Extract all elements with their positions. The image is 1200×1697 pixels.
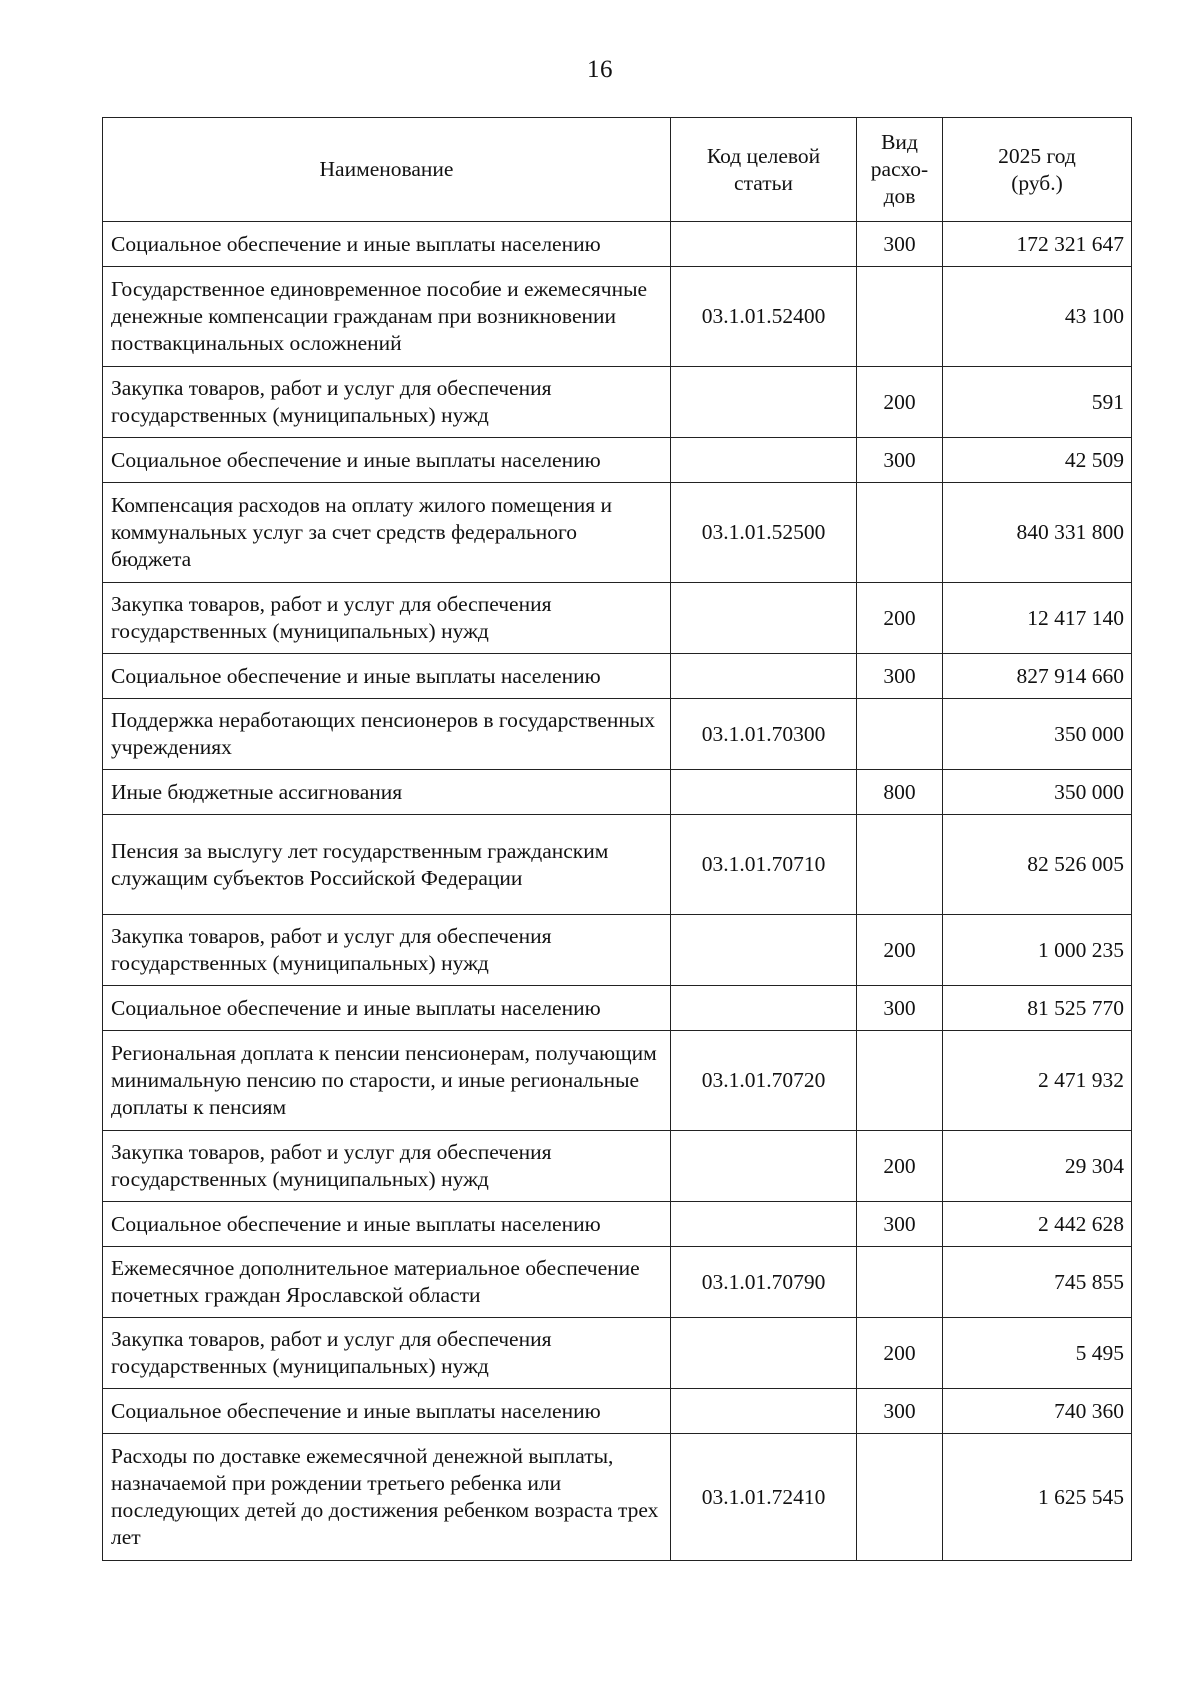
table-row xyxy=(103,815,1132,915)
table-row xyxy=(103,483,1132,583)
row-kind: 200 xyxy=(857,367,943,438)
row-code: 03.1.01.70720 xyxy=(671,1031,857,1131)
row-kind: 300 xyxy=(857,438,943,483)
row-sum: 745 855 xyxy=(943,1247,1132,1318)
row-name: Закупка товаров, работ и услуг для обеспечения государственных (муниципальных) нужд xyxy=(103,1318,671,1389)
row-name: Пенсия за выслугу лет государственным гражданским служащим субъектов Российской Федерации xyxy=(103,815,671,915)
row-kind xyxy=(857,699,943,770)
row-name: Закупка товаров, работ и услуг для обеспечения государственных (муниципальных) нужд xyxy=(103,915,671,986)
table-row xyxy=(103,222,1132,267)
table-row xyxy=(103,267,1132,367)
row-kind: 300 xyxy=(857,1202,943,1247)
row-sum: 740 360 xyxy=(943,1389,1132,1434)
row-sum: 29 304 xyxy=(943,1131,1132,1202)
page-number: 16 xyxy=(587,56,613,83)
row-sum: 591 xyxy=(943,367,1132,438)
row-sum: 840 331 800 xyxy=(943,483,1132,583)
row-kind: 300 xyxy=(857,986,943,1031)
row-kind: 200 xyxy=(857,1318,943,1389)
row-code xyxy=(671,222,857,267)
table-row xyxy=(103,770,1132,815)
row-name: Социальное обеспечение и иные выплаты населению xyxy=(103,438,671,483)
row-kind xyxy=(857,1031,943,1131)
row-kind xyxy=(857,483,943,583)
row-sum: 1 000 235 xyxy=(943,915,1132,986)
table-row xyxy=(103,699,1132,770)
row-kind: 200 xyxy=(857,915,943,986)
row-code xyxy=(671,438,857,483)
row-code xyxy=(671,1131,857,1202)
row-code xyxy=(671,654,857,699)
table-row xyxy=(103,1202,1132,1247)
row-sum: 82 526 005 xyxy=(943,815,1132,915)
row-code xyxy=(671,583,857,654)
row-kind: 200 xyxy=(857,1131,943,1202)
table-row xyxy=(103,583,1132,654)
row-code xyxy=(671,1202,857,1247)
table-row xyxy=(103,654,1132,699)
row-kind: 800 xyxy=(857,770,943,815)
row-name: Закупка товаров, работ и услуг для обеспечения государственных (муниципальных) нужд xyxy=(103,583,671,654)
row-name: Социальное обеспечение и иные выплаты населению xyxy=(103,1202,671,1247)
row-sum: 81 525 770 xyxy=(943,986,1132,1031)
row-code: 03.1.01.70710 xyxy=(671,815,857,915)
row-sum: 12 417 140 xyxy=(943,583,1132,654)
row-code xyxy=(671,986,857,1031)
row-sum: 350 000 xyxy=(943,770,1132,815)
row-code xyxy=(671,367,857,438)
row-sum: 350 000 xyxy=(943,699,1132,770)
row-kind xyxy=(857,815,943,915)
table-row xyxy=(103,438,1132,483)
header-name: Наименование xyxy=(103,118,671,222)
row-kind: 200 xyxy=(857,583,943,654)
row-code xyxy=(671,1389,857,1434)
budget-table xyxy=(102,117,1132,1561)
header-sum: 2025 год (руб.) xyxy=(943,118,1132,222)
row-code: 03.1.01.52500 xyxy=(671,483,857,583)
row-kind xyxy=(857,267,943,367)
row-sum: 2 442 628 xyxy=(943,1202,1132,1247)
table-row xyxy=(103,1389,1132,1434)
row-sum: 2 471 932 xyxy=(943,1031,1132,1131)
row-code: 03.1.01.70300 xyxy=(671,699,857,770)
row-name: Социальное обеспечение и иные выплаты населению xyxy=(103,1389,671,1434)
header-code: Код целевой статьи xyxy=(671,118,857,222)
row-sum: 827 914 660 xyxy=(943,654,1132,699)
row-sum: 43 100 xyxy=(943,267,1132,367)
table-row xyxy=(103,1318,1132,1389)
table-row xyxy=(103,1031,1132,1131)
row-name: Иные бюджетные ассигнования xyxy=(103,770,671,815)
row-code xyxy=(671,915,857,986)
row-code: 03.1.01.70790 xyxy=(671,1247,857,1318)
table-header-row xyxy=(103,118,1132,222)
row-kind: 300 xyxy=(857,654,943,699)
row-sum: 1 625 545 xyxy=(943,1434,1132,1561)
row-name: Расходы по доставке ежемесячной денежной выплаты, назначаемой при рождении третьего ребенка или последующих детей до достижения ребенком возраста трех лет xyxy=(103,1434,671,1561)
table-row xyxy=(103,986,1132,1031)
row-name: Социальное обеспечение и иные выплаты населению xyxy=(103,222,671,267)
row-name: Компенсация расходов на оплату жилого помещения и коммунальных услуг за счет средств федерального бюджета xyxy=(103,483,671,583)
row-sum: 42 509 xyxy=(943,438,1132,483)
row-name: Закупка товаров, работ и услуг для обеспечения государственных (муниципальных) нужд xyxy=(103,367,671,438)
row-code xyxy=(671,770,857,815)
row-sum: 172 321 647 xyxy=(943,222,1132,267)
row-name: Ежемесячное дополнительное материальное обеспечение почетных граждан Ярославской области xyxy=(103,1247,671,1318)
row-kind: 300 xyxy=(857,222,943,267)
row-name: Социальное обеспечение и иные выплаты населению xyxy=(103,986,671,1031)
row-name: Государственное единовременное пособие и ежемесячные денежные компенсации гражданам при возникновении поствакцинальных осложнений xyxy=(103,267,671,367)
row-name: Социальное обеспечение и иные выплаты населению xyxy=(103,654,671,699)
table-row xyxy=(103,1434,1132,1561)
header-kind: Вид расхо- дов xyxy=(857,118,943,222)
row-kind xyxy=(857,1247,943,1318)
row-name: Закупка товаров, работ и услуг для обеспечения государственных (муниципальных) нужд xyxy=(103,1131,671,1202)
table-row xyxy=(103,367,1132,438)
row-kind xyxy=(857,1434,943,1561)
row-kind: 300 xyxy=(857,1389,943,1434)
row-code: 03.1.01.52400 xyxy=(671,267,857,367)
row-sum: 5 495 xyxy=(943,1318,1132,1389)
table-row xyxy=(103,1131,1132,1202)
row-code: 03.1.01.72410 xyxy=(671,1434,857,1561)
table-row xyxy=(103,1247,1132,1318)
row-code xyxy=(671,1318,857,1389)
row-name: Региональная доплата к пенсии пенсионерам, получающим минимальную пенсию по старости, и иные региональные доплаты к пенсиям xyxy=(103,1031,671,1131)
row-name: Поддержка неработающих пенсионеров в государственных учреждениях xyxy=(103,699,671,770)
table-row xyxy=(103,915,1132,986)
